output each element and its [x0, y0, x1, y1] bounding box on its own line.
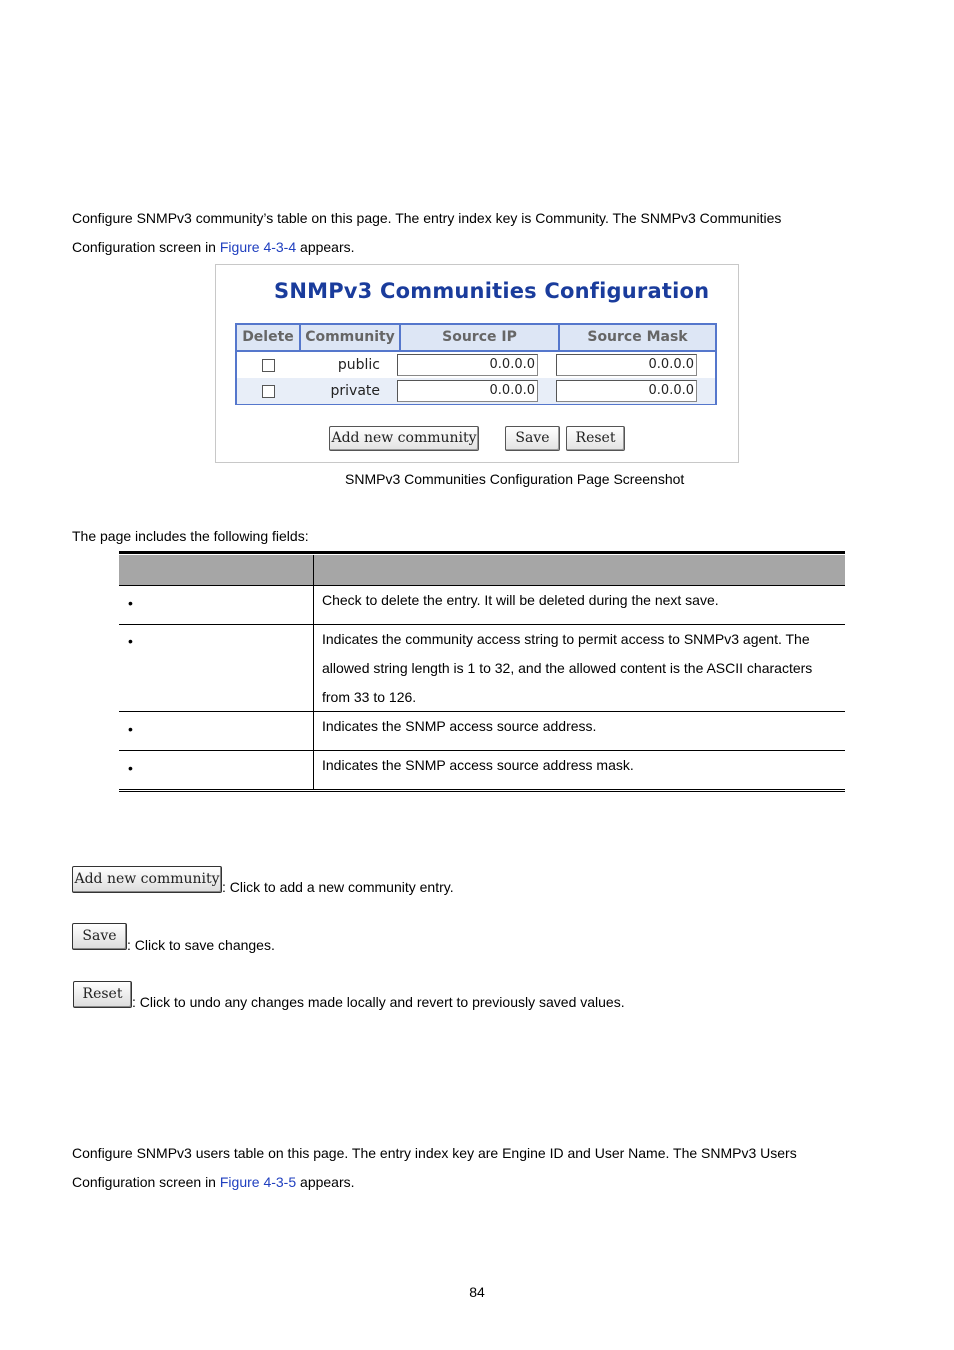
delete-checkbox[interactable]	[262, 385, 275, 398]
screenshot-title: SNMPv3 Communities Configuration	[274, 279, 710, 303]
intro-line2-suffix: appears.	[296, 239, 355, 255]
save-button-help: : Click to save changes.	[127, 937, 275, 953]
intro-paragraph	[72, 204, 872, 262]
communities-table-header	[237, 325, 715, 352]
reset-button-help: : Click to undo any changes made locally and revert to previously saved values.	[132, 994, 625, 1010]
column-divider	[313, 751, 314, 789]
source-mask-input[interactable]: 0.0.0.0	[556, 354, 697, 376]
table-bottom-rule	[119, 789, 845, 792]
table-row	[119, 625, 845, 712]
source-mask-input[interactable]: 0.0.0.0	[556, 380, 697, 402]
community-row	[237, 378, 715, 404]
row-description: Indicates the SNMP access source address mask.	[322, 757, 634, 773]
page-number: 84	[469, 1284, 485, 1300]
reset-button[interactable]: Reset	[566, 426, 625, 451]
figure-link[interactable]: Figure 4-3-4	[219, 239, 297, 255]
row-bullet: •	[128, 760, 133, 776]
row-description: Indicates the SNMP access source address.	[322, 718, 597, 734]
header-community: Community	[301, 325, 401, 350]
source-ip-input[interactable]: 0.0.0.0	[397, 380, 538, 402]
row-bullet: •	[128, 595, 133, 611]
table-row	[119, 712, 845, 751]
header-source-mask: Source Mask	[587, 329, 688, 345]
config-screenshot	[215, 264, 739, 463]
column-divider	[313, 586, 314, 624]
outro-line2-prefix: Configuration screen in	[72, 1174, 220, 1190]
row-description: Check to delete the entry. It will be deleted during the next save.	[322, 592, 719, 608]
column-divider	[313, 555, 314, 585]
column-divider	[313, 712, 314, 750]
save-button[interactable]: Save	[72, 923, 127, 950]
table-row	[119, 751, 845, 789]
save-button[interactable]: Save	[505, 426, 560, 451]
community-name: public	[337, 357, 380, 373]
reset-button[interactable]: Reset	[73, 981, 132, 1008]
add-button-help: : Click to add a new community entry.	[222, 879, 454, 895]
intro-line1: Configure SNMPv3 community’s table on this page. The entry index key is Community. The SNMPv3 Communities	[72, 210, 782, 226]
table-row	[119, 586, 845, 625]
outro-line2-suffix: appears.	[296, 1174, 355, 1190]
community-name: private	[330, 383, 380, 399]
outro-line1: Configure SNMPv3 users table on this page. The entry index key are Engine ID and User Name. The SNMPv3 Users	[72, 1145, 797, 1161]
delete-checkbox[interactable]	[262, 359, 275, 372]
fields-table-header	[119, 555, 845, 586]
row-description: Indicates the community access string to permit access to SNMPv3 agent. The allowed string length is 1 to 32, and the allowed content is the ASCII characters from 33 to 126.	[322, 631, 813, 705]
outro-paragraph	[72, 1139, 872, 1197]
header-delete: Delete	[237, 325, 301, 350]
figure-caption: SNMPv3 Communities Configuration Page Screenshot	[345, 471, 685, 487]
fields-intro: The page includes the following fields:	[72, 528, 309, 544]
community-row	[237, 352, 715, 378]
column-divider	[313, 625, 314, 711]
add-new-community-button[interactable]: Add new community	[329, 426, 479, 451]
figure-link[interactable]: Figure 4-3-5	[219, 1174, 297, 1190]
add-new-community-button[interactable]: Add new community	[72, 866, 222, 893]
header-source-ip: Source IP	[401, 325, 560, 350]
intro-line2-prefix: Configuration screen in	[72, 239, 220, 255]
table-top-rule	[119, 551, 845, 554]
communities-table	[235, 323, 717, 405]
row-bullet: •	[128, 633, 133, 649]
source-ip-input[interactable]: 0.0.0.0	[397, 354, 538, 376]
row-bullet: •	[128, 721, 133, 737]
